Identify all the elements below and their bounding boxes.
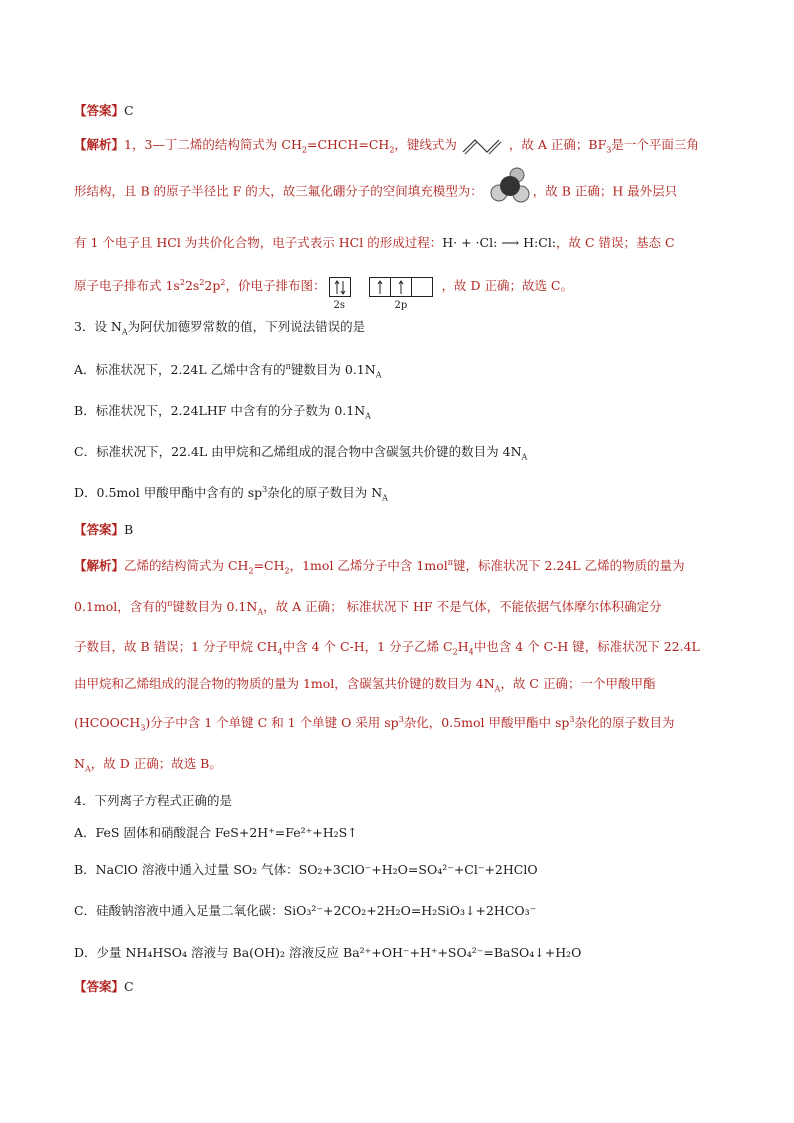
subscript: A	[382, 493, 388, 503]
text: 为阿伏加德罗常数的值，下列说法错误的是	[127, 319, 366, 334]
text: 键，标准状况下 2.24L 乙烯的物质的量为	[452, 558, 685, 573]
subscript: 3	[606, 145, 612, 155]
text: H	[457, 639, 469, 654]
q3-option-b	[74, 401, 371, 421]
text: =CHCH=CH	[306, 137, 390, 152]
text: ，键线式为	[394, 137, 457, 152]
subscript: 2	[389, 145, 395, 155]
q4-option-b: B．NaClO 溶液中通入过量 SO₂ 气体：SO₂+3ClO⁻+H₂O=SO₄²⁻+Cl⁻+2HClO	[74, 862, 538, 877]
q3-option-c	[74, 442, 527, 462]
analysis-tag: 【解析】	[74, 558, 125, 573]
text: N	[74, 756, 85, 771]
subscript: A	[365, 411, 371, 421]
q3-analysis-line-2	[74, 597, 662, 617]
superscript: 2	[199, 277, 205, 287]
text: 形结构，且 B 的原子半径比 F 的大，故三氟化硼分子的空间填充模型为：	[74, 183, 483, 199]
text: (HCOOCH	[74, 715, 141, 730]
superscript: 2	[220, 277, 226, 287]
q3-stem	[74, 317, 365, 337]
text: 0.1mol，含有的	[74, 599, 168, 614]
skeletal-formula-image	[461, 137, 509, 155]
text: 是一个平面三角	[611, 137, 699, 152]
q4-answer-line	[74, 977, 134, 995]
electron-formula-image: H· + ·Cl: ⟶ H:Cl:	[442, 235, 557, 250]
q4-option-c: C．硅酸钠溶液中通入足量二氧化碳：SiO₃²⁻+2CO₂+2H₂O=H₂SiO₃↓+2HCO₃⁻	[74, 903, 537, 918]
pi-symbol: π	[285, 361, 291, 371]
answer-value: B	[124, 522, 134, 537]
text: 子数目，故 B 错误；1 分子甲烷 CH	[74, 639, 278, 654]
text: C．标准状况下，22.4L 由甲烷和乙烯组成的混合物中含碳氢共价键的数目为 4N	[74, 444, 522, 459]
q3-analysis-line-6	[74, 754, 222, 774]
subscript: 4	[277, 647, 283, 657]
text: ，故 C 正确；一个甲酸甲酯	[500, 676, 656, 691]
text: 杂化，0.5mol 甲酸甲酯中 sp	[403, 715, 570, 730]
text: 杂化的原子数目为	[574, 715, 675, 730]
subscript: A	[257, 607, 264, 617]
text: A．标准状况下，2.24L 乙烯中含有的	[74, 362, 286, 377]
subscript: 3	[140, 723, 146, 733]
orbital-label: 2p	[394, 299, 408, 311]
orbital-label: 2s	[333, 299, 345, 311]
orbital-box	[369, 277, 391, 297]
subscript: 2	[301, 145, 307, 155]
q2-answer-line	[74, 101, 134, 119]
subscript: A	[521, 452, 528, 462]
text: D．0.5mol 甲酸甲酯中含有的 sp	[74, 485, 263, 500]
space-filling-model-image	[487, 167, 533, 205]
orbital-box	[329, 277, 351, 297]
analysis-tag: 【解析】	[74, 137, 125, 152]
text: 中也含 4 个 C-H 键，标准状况下 22.4L	[473, 639, 700, 654]
q3-option-d	[74, 483, 388, 503]
pi-symbol: π	[167, 598, 173, 608]
text: )分子中含 1 个单键 C 和 1 个单键 O 采用 sp	[145, 715, 399, 730]
subscript: A	[375, 370, 382, 380]
text: B．标准状况下，2.24LHF 中含有的分子数为 0.1N	[74, 403, 366, 418]
q3-answer-line	[74, 520, 133, 538]
text: 2p	[204, 278, 221, 293]
text: ，故 D 正确；故选 B。	[90, 756, 222, 771]
text: 杂化的原子数目为 N	[267, 485, 383, 500]
text: ，故 C 错误；基态 C	[556, 235, 675, 250]
orbital-box	[411, 277, 433, 297]
text: 由甲烷和乙烯组成的混合物的物质的量为 1mol，含碳氢共价键的数目为 4N	[74, 676, 495, 691]
q2-analysis-line-2	[74, 179, 677, 205]
superscript: 3	[569, 714, 575, 724]
text: ，价电子排布图：	[225, 278, 326, 293]
q4-option-d: D．少量 NH₄HSO₄ 溶液与 Ba(OH)₂ 溶液反应 Ba²⁺+OH⁻+H⁺+SO₄²⁻=BaSO₄↓+H₂O	[74, 945, 582, 960]
text: 1，3—丁二烯的结构简式为 CH	[124, 137, 302, 152]
text: 中含 4 个 C-H，1 分子乙烯 C	[282, 639, 453, 654]
text: 乙烯的结构简式为 CH	[124, 558, 249, 573]
answer-value: C	[124, 103, 134, 118]
text: 原子电子排布式 1s	[74, 278, 180, 293]
subscript: A	[84, 764, 91, 774]
subscript: A	[494, 684, 501, 694]
answer-tag: 【答案】	[74, 522, 125, 537]
subscript: 2	[452, 647, 458, 657]
subscript: 4	[468, 647, 474, 657]
text: 2s	[184, 278, 200, 293]
subscript: 2	[248, 566, 254, 576]
text: 3．设 N	[74, 319, 122, 334]
superscript: 3	[262, 484, 268, 494]
text: 键数目为 0.1N	[172, 599, 258, 614]
text: ，故 B 正确；H 最外层只	[532, 183, 678, 199]
subscript: 2	[284, 566, 290, 576]
pi-symbol: π	[447, 557, 453, 567]
text: ，故 A 正确；BF	[508, 137, 607, 152]
q4-stem: 4．下列离子方程式正确的是	[74, 793, 232, 808]
superscript: 2	[179, 277, 185, 287]
text: 键数目为 0.1N	[290, 362, 376, 377]
answer-tag: 【答案】	[74, 103, 125, 118]
q3-analysis-line-5	[74, 713, 675, 733]
q2-analysis-line-3	[74, 233, 675, 251]
q2-analysis-line-4	[74, 276, 573, 311]
text: =CH	[253, 558, 285, 573]
q3-analysis-line-4	[74, 674, 655, 694]
text: ，1mol 乙烯分子中含 1mol	[289, 558, 448, 573]
text: ，故 A 正确； 标准状况下 HF 不是气体，不能依据气体摩尔体积确定分	[263, 599, 662, 614]
subscript: A	[121, 327, 128, 337]
q2-analysis-line-1	[74, 135, 699, 155]
q3-analysis-line-1	[74, 556, 685, 576]
answer-value: C	[124, 979, 134, 994]
orbital-box	[390, 277, 412, 297]
text: 有 1 个电子且 HCl 为共价化合物，电子式表示 HCl 的形成过程：	[74, 235, 443, 250]
q3-option-a	[74, 360, 381, 380]
q4-option-a: A．FeS 固体和硝酸混合 FeS+2H⁺=Fe²⁺+H₂S↑	[74, 825, 358, 840]
text: ，故 D 正确；故选 C。	[441, 278, 573, 293]
superscript: 3	[398, 714, 404, 724]
answer-tag: 【答案】	[74, 979, 125, 994]
orbital-diagram-image	[329, 277, 441, 311]
q3-analysis-line-3	[74, 637, 700, 657]
